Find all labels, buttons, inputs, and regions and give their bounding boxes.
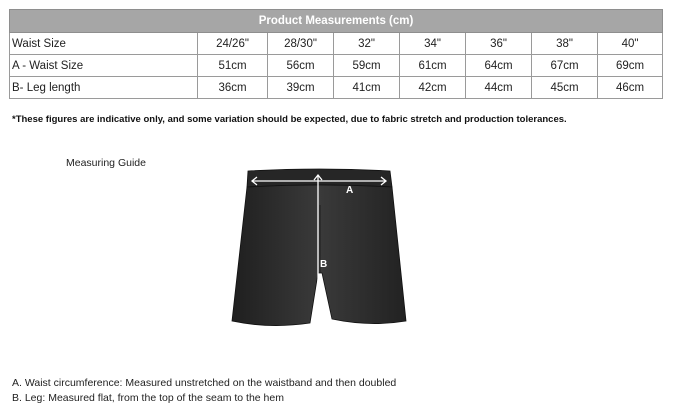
disclaimer-note: *These figures are indicative only, and some variation should be expected, due to fabric stretch and production tolerances.: [12, 114, 567, 125]
table-cell: 45cm: [532, 77, 598, 99]
shorts-diagram: [230, 165, 410, 335]
table-row-b-leg: [10, 77, 663, 99]
table-cell: 59cm: [334, 55, 400, 77]
measurements-table: [9, 9, 663, 99]
table-cell: 46cm: [598, 77, 663, 99]
table-cell: 32": [334, 33, 400, 55]
table-cell: 41cm: [334, 77, 400, 99]
table-cell: 51cm: [198, 55, 268, 77]
table-cell: 28/30": [268, 33, 334, 55]
footnote-a: A. Waist circumference: Measured unstretched on the waistband and then doubled: [12, 377, 397, 389]
row-label: B- Leg length: [10, 77, 198, 99]
table-cell: 24/26": [198, 33, 268, 55]
table-row-a-waist: [10, 55, 663, 77]
marker-a: A: [346, 185, 354, 196]
shorts-waistband: [247, 169, 392, 187]
table-cell: 69cm: [598, 55, 663, 77]
table-title: Product Measurements (cm): [10, 10, 663, 33]
row-label: A - Waist Size: [10, 55, 198, 77]
table-cell: 36": [466, 33, 532, 55]
table-cell: 34": [400, 33, 466, 55]
measuring-guide-label: Measuring Guide: [66, 157, 146, 169]
footnote-b: B. Leg: Measured flat, from the top of the seam to the hem: [12, 392, 284, 404]
shorts-body: [232, 185, 406, 326]
table-cell: 40": [598, 33, 663, 55]
table-cell: 38": [532, 33, 598, 55]
table-cell: 61cm: [400, 55, 466, 77]
table-cell: 56cm: [268, 55, 334, 77]
table-row-waist-size: [10, 33, 663, 55]
table-cell: 64cm: [466, 55, 532, 77]
table-cell: 42cm: [400, 77, 466, 99]
table-cell: 36cm: [198, 77, 268, 99]
measurements-table-container: [9, 9, 662, 99]
marker-b: B: [320, 259, 328, 270]
table-cell: 67cm: [532, 55, 598, 77]
table-cell: 39cm: [268, 77, 334, 99]
row-label: Waist Size: [10, 33, 198, 55]
table-cell: 44cm: [466, 77, 532, 99]
